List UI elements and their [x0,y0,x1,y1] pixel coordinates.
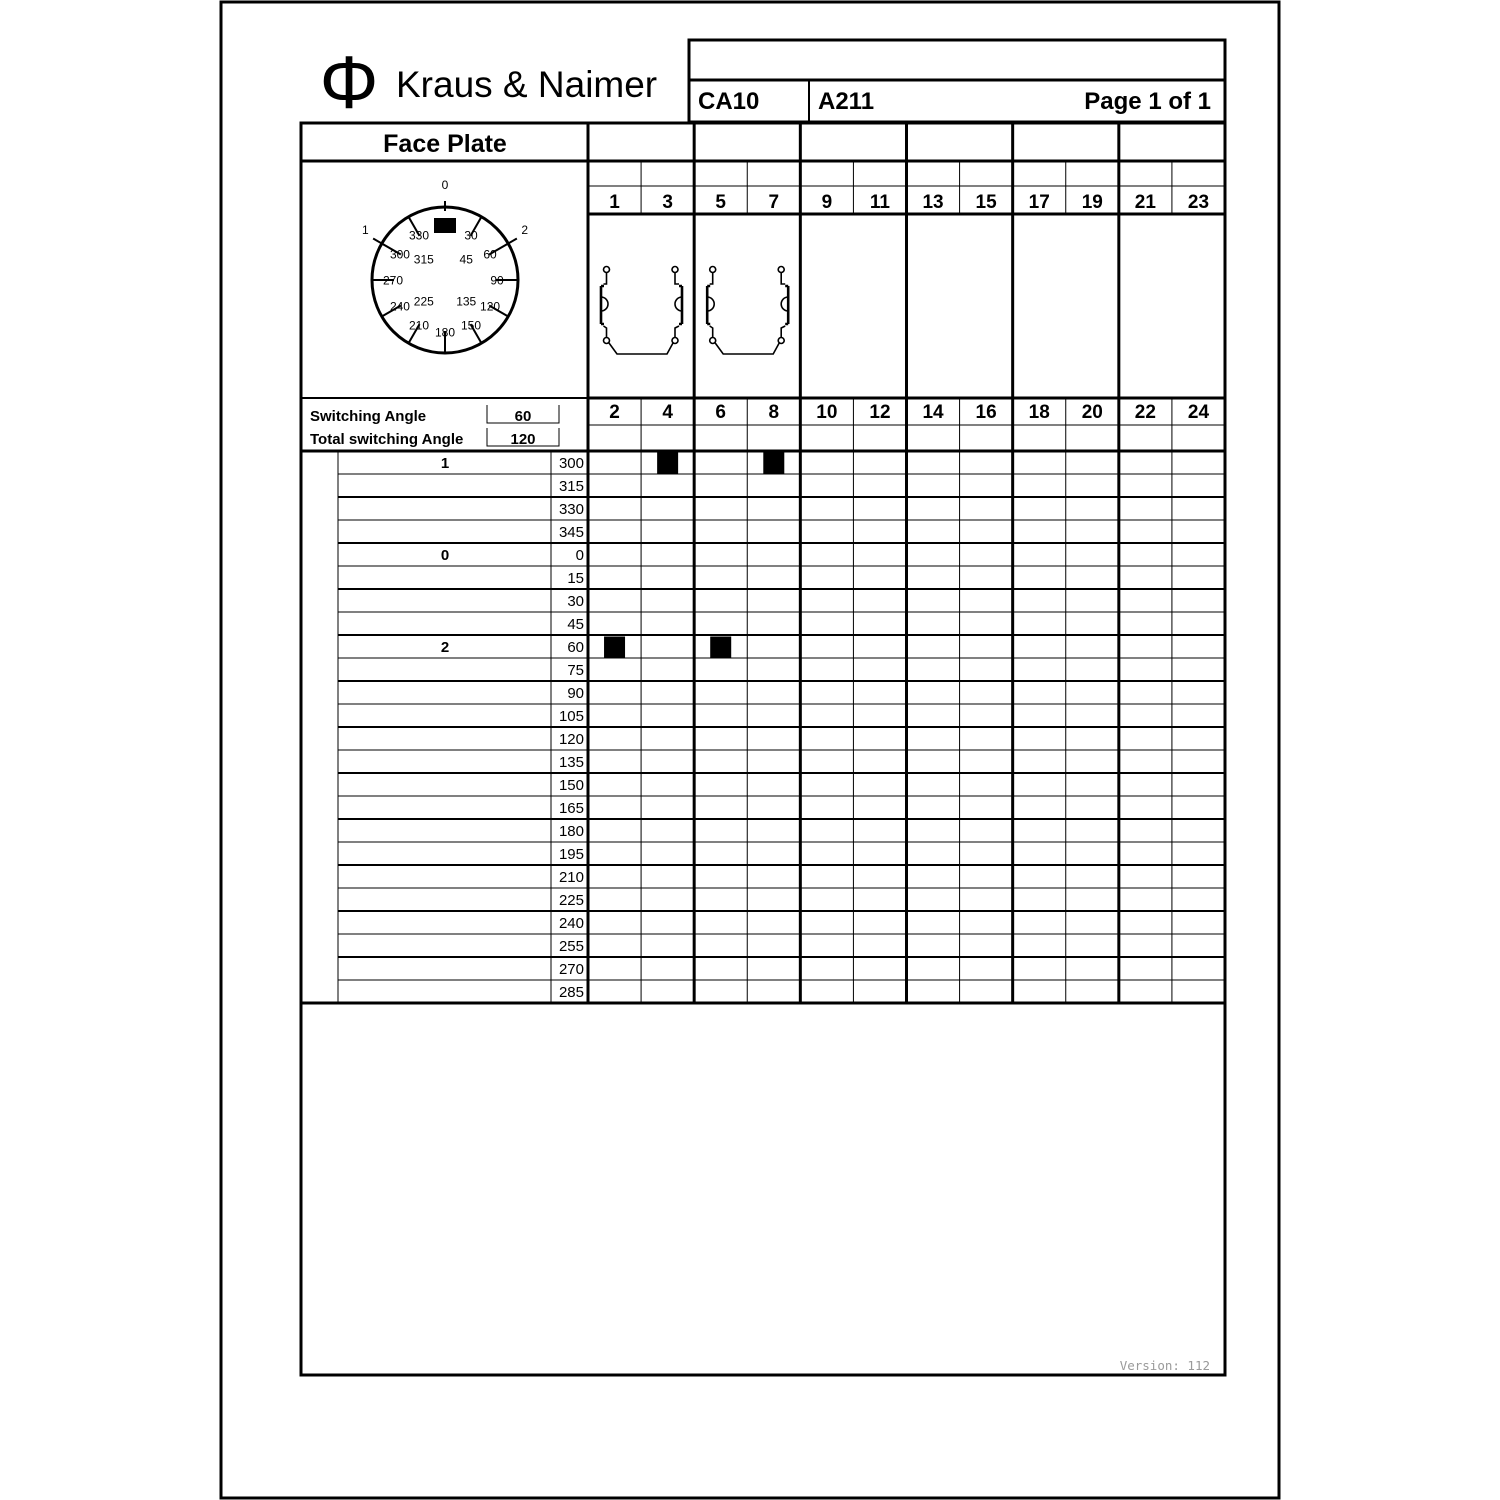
dial-angle-label: 210 [408,318,430,333]
terminal-ring-icon [710,338,716,344]
position-row-label: 2 [440,639,450,656]
dial-angle-label: 225 [413,294,434,309]
dial-angle-label: 330 [408,228,430,243]
position-row-label: 1 [440,455,450,472]
face-plate-title: Face Plate [383,130,507,158]
contact-lead [781,273,785,284]
dial-angle-label: 135 [456,294,477,309]
dial-angle-label: 120 [480,299,501,314]
page-number: Page 1 of 1 [1084,88,1211,115]
terminal-label-top: 5 [715,192,726,213]
contact-lead [781,326,785,337]
terminal-ring-icon [604,267,610,273]
contact-bar [785,286,788,324]
angle-row-label: 270 [558,961,584,978]
terminal-ring-icon [710,267,716,273]
terminal-label-top: 1 [609,192,620,213]
terminal-label-bottom: 20 [1081,402,1103,423]
program-code: A211 [818,88,875,115]
terminal-label-bottom: 2 [609,402,620,423]
contact-bar [707,286,710,324]
terminal-label-top: 17 [1028,192,1050,213]
angle-row-label: 15 [567,570,584,587]
angle-row-label: 300 [558,455,584,472]
angle-row-label: 210 [558,869,584,886]
angle-row-label: 60 [567,639,584,656]
brand-name: Kraus & Naimer [396,64,658,105]
terminal-label-top: 11 [869,192,891,213]
dial-angle-label: 150 [460,318,482,333]
closed-contact-mark [763,453,784,474]
dial-angle-label: 60 [483,247,497,262]
switching-angle-value: 60 [514,408,532,425]
terminal-label-bottom: 8 [768,402,780,423]
position-row-label: 0 [440,547,450,564]
dial-angle-label: 45 [459,252,473,267]
terminal-ring-icon [778,338,784,344]
terminal-label-top: 3 [662,192,673,213]
angle-row-label: 135 [558,754,584,771]
terminal-label-bottom: 14 [922,402,944,423]
contact-bridge [609,343,673,354]
contact-grid [301,123,1225,1003]
dial-angle-label: 90 [490,273,504,288]
angle-row-label: 195 [558,846,584,863]
terminal-label-bottom: 6 [715,402,726,423]
terminal-label-top: 19 [1081,192,1103,213]
angle-row-label: 120 [558,731,584,748]
version-label: Version: 112 [1119,1358,1210,1373]
series-code: CA10 [698,88,760,115]
face-plate-dial [362,178,528,353]
angle-row-label: 240 [558,915,584,932]
terminal-label-bottom: 22 [1134,402,1156,423]
dial-position-label: 0 [441,178,449,192]
terminal-ring-icon [672,267,678,273]
table-frame [301,123,1225,1375]
closed-contact-mark [657,453,678,474]
closed-contact-mark [710,637,731,658]
angle-row-label: 225 [558,892,584,909]
dial-angle-label: 270 [382,273,404,288]
terminal-ring-icon [672,338,678,344]
angle-row-label: 255 [558,938,584,955]
terminal-label-top: 13 [922,192,944,213]
dial-angle-label: 30 [464,228,478,243]
dial-angle-label: 180 [434,325,456,340]
angle-row-label: 165 [558,800,584,817]
terminal-label-top: 21 [1134,192,1156,213]
terminal-label-bottom: 10 [816,402,838,423]
terminal-label-bottom: 4 [662,402,673,423]
contact-bar [601,286,604,324]
angle-row-label: 105 [558,708,584,725]
switching-angle-label: Switching Angle [310,408,427,425]
contact-lead [675,273,679,284]
terminal-label-bottom: 24 [1187,402,1210,423]
angle-row-label: 0 [575,547,584,564]
dial-angle-label: 315 [413,252,434,267]
angle-row-label: 45 [567,616,584,633]
dial-label-highlighted: 0 [441,219,449,233]
angle-row-label: 180 [558,823,584,840]
angle-row-label: 150 [558,777,584,794]
contact-element-icon [601,267,682,355]
contact-lead [710,273,713,284]
total-switching-angle-value: 120 [510,431,536,448]
contact-lead [604,273,607,284]
terminal-label-top: 23 [1187,192,1210,213]
dial-angle-label: 240 [389,299,410,314]
terminal-label-bottom: 16 [975,402,997,423]
terminal-label-top: 15 [975,192,997,213]
angle-row-label: 285 [558,984,584,1001]
terminal-ring-icon [604,338,610,344]
terminal-label-top: 9 [821,192,833,213]
contact-lead [604,326,607,337]
angle-row-label: 345 [558,524,584,541]
dial-position-label: 2 [521,223,529,237]
angle-row-label: 315 [558,478,584,495]
contact-lead [675,326,679,337]
angle-row-label: 30 [567,593,584,610]
total-switching-angle-label: Total switching Angle [310,431,464,448]
terminal-label-top: 7 [768,192,780,213]
angle-row-label: 75 [567,662,584,679]
angle-row-label: 90 [567,685,584,702]
dial-position-label: 1 [361,223,369,237]
phi-logo-icon: Φ [319,41,379,124]
closed-contact-mark [604,637,625,658]
contact-bridge [715,343,779,354]
brand-logo [319,41,657,124]
terminal-label-bottom: 18 [1028,402,1050,423]
contact-element-icon [707,267,788,355]
terminal-label-bottom: 12 [869,402,891,423]
contact-bar [679,286,682,324]
contact-lead [710,326,713,337]
angle-row-label: 330 [558,501,584,518]
terminal-ring-icon [778,267,784,273]
dial-angle-label: 300 [389,247,410,262]
